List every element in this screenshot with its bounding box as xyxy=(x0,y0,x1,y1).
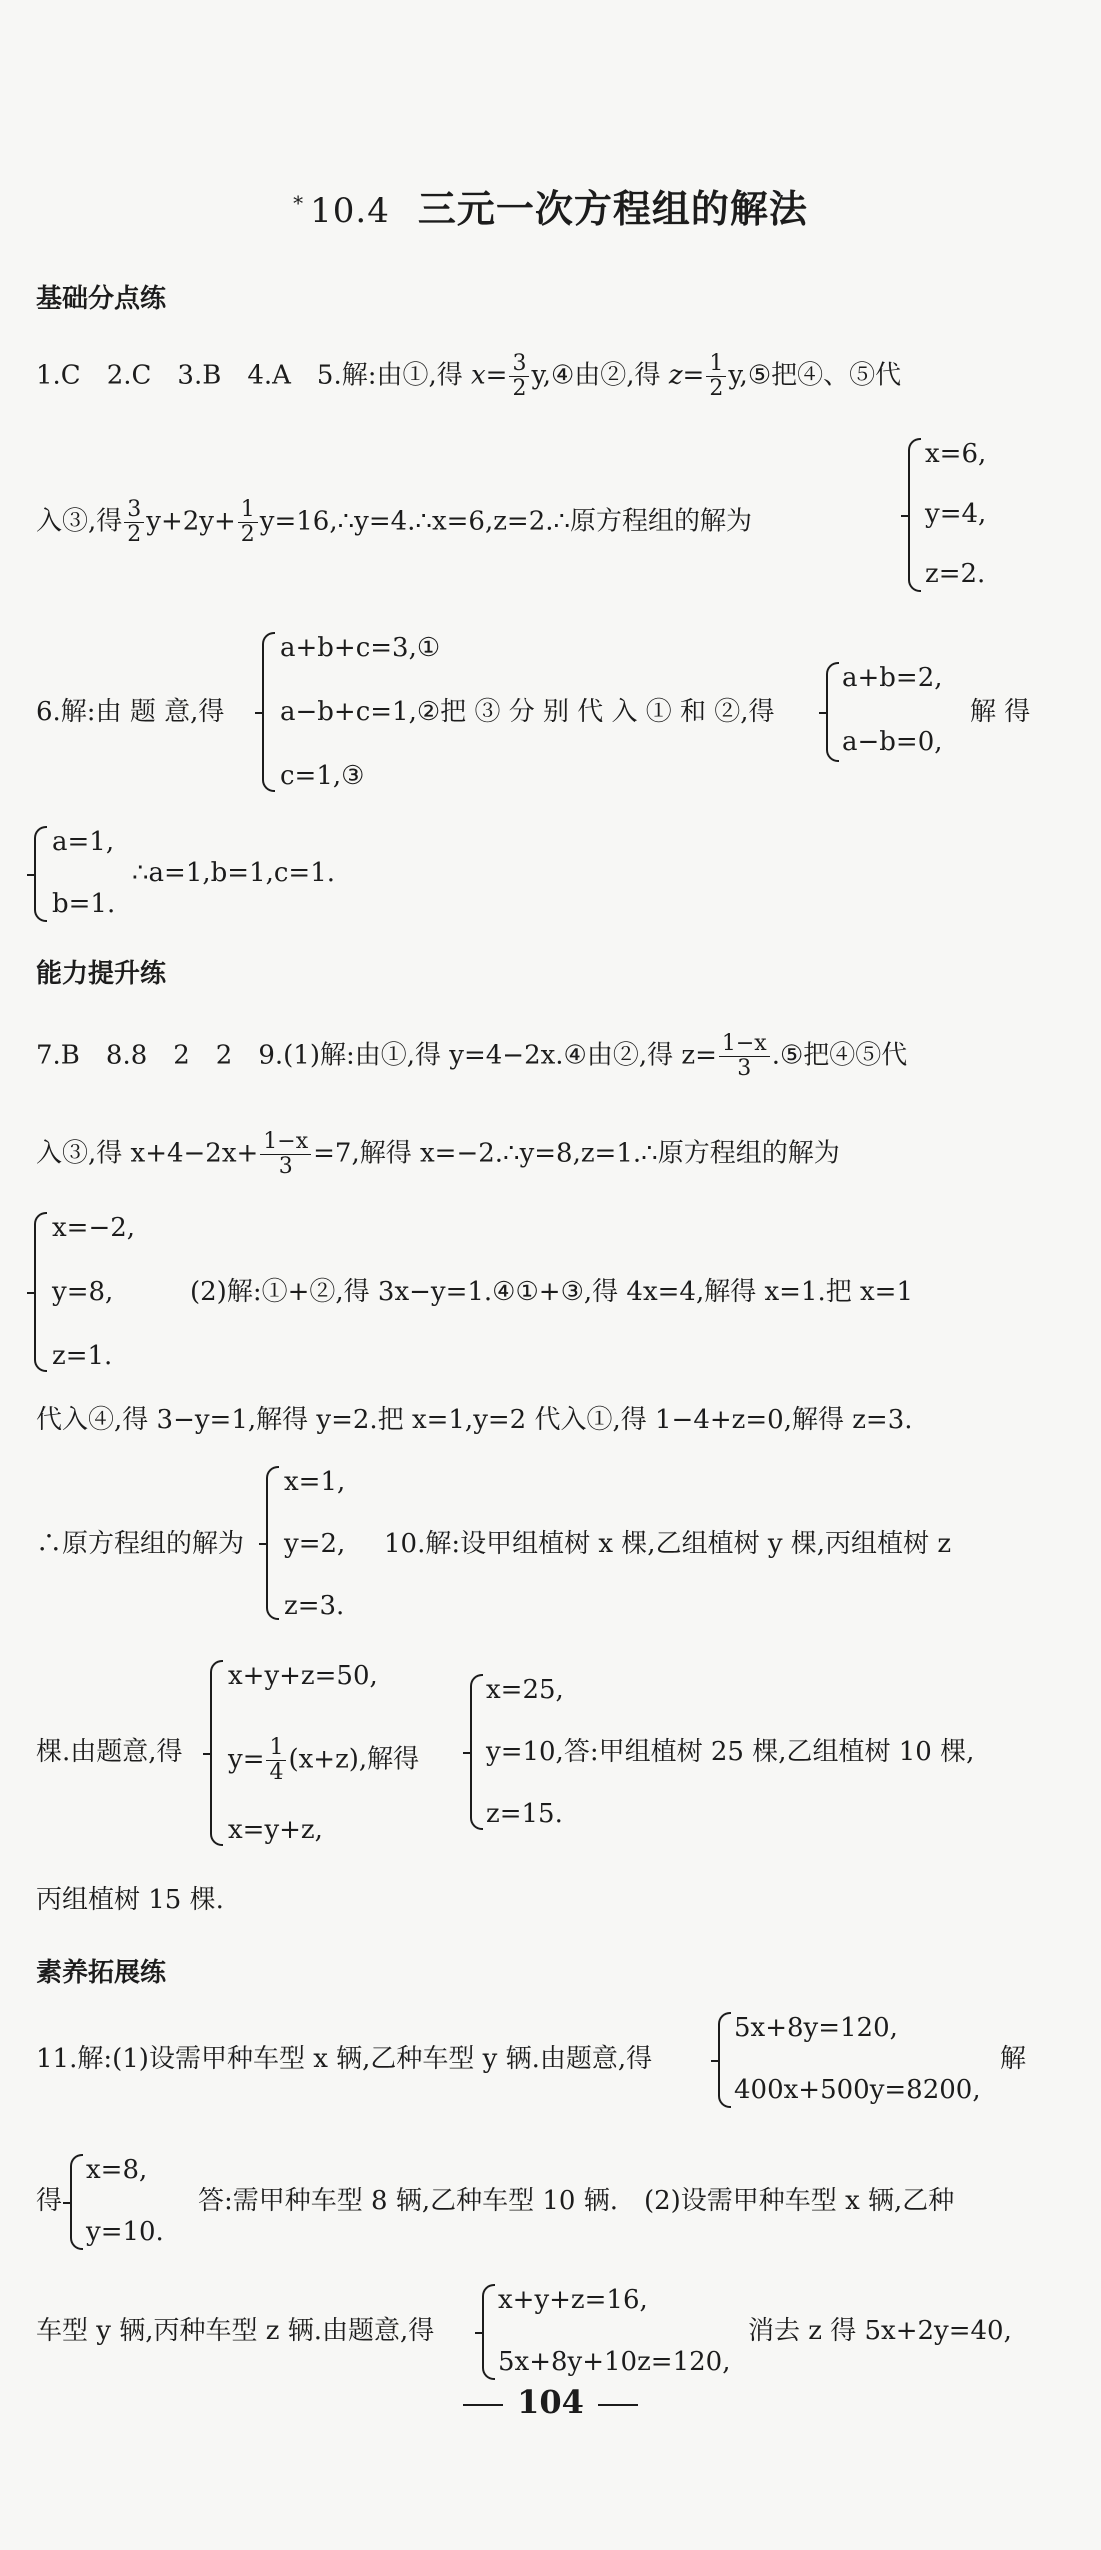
answer-line-3-tail: 解 得 xyxy=(970,697,1031,727)
answer-line-9: ∴原方程组的解为 xyxy=(36,1529,245,1559)
system-line: a=1, xyxy=(52,827,115,857)
page-number: 104 xyxy=(0,2383,1101,2421)
system-line: z=3. xyxy=(284,1591,345,1621)
brace xyxy=(266,1466,279,1620)
system-line: c=1,③ xyxy=(280,761,365,791)
brace xyxy=(34,826,47,922)
brace xyxy=(908,438,921,592)
system-line: 5x+8y+10z=120, xyxy=(498,2347,731,2377)
answer-line-10: 棵.由题意,得 xyxy=(36,1737,183,1767)
answer-line-11: 丙组植树 15 棵. xyxy=(36,1885,224,1915)
answer-line-14: 车型 y 辆,丙种车型 z 辆.由题意,得 xyxy=(36,2316,435,2346)
brace xyxy=(482,2284,495,2380)
section-title-text: 三元一次方程组的解法 xyxy=(417,187,808,231)
brace xyxy=(34,1212,47,1372)
system-line: a−b+c=1,②把 ③ 分 别 代 入 ① 和 ②,得 xyxy=(280,697,775,727)
brace xyxy=(470,1674,483,1830)
answer-line-3: 6.解:由 题 意,得 xyxy=(36,697,225,727)
system-line: a+b=2, xyxy=(842,663,943,693)
answer-line-8: 代入④,得 3−y=1,解得 y=2.把 x=1,y=2 代入①,得 1−4+z=0,解得 z=3. xyxy=(36,1405,913,1435)
system-line: 5x+8y=120, xyxy=(734,2013,898,2043)
answer-line-7: (2)解:①+②,得 3x−y=1.④①+③,得 4x=4,解得 x=1.把 x=1 xyxy=(190,1277,913,1307)
answer-line-14-tail: 消去 z 得 5x+2y=40, xyxy=(748,2316,1012,2346)
system-line: 400x+500y=8200, xyxy=(734,2075,981,2105)
brace xyxy=(262,632,275,792)
fraction: $\frac{1}{2}$ xyxy=(238,498,258,547)
system-line: z=2. xyxy=(925,559,986,589)
brace xyxy=(70,2154,83,2250)
system-line: x=6, xyxy=(925,439,987,469)
brace xyxy=(718,2012,731,2108)
fraction: $\frac{1-x}{3}$ xyxy=(260,1130,311,1179)
fraction: $\frac{1-x}{3}$ xyxy=(719,1032,770,1081)
heading-basic-practice: 基础分点练 xyxy=(36,284,167,314)
fraction: $\frac{1}{4}$ xyxy=(266,1736,286,1785)
answer-line-12-tail: 解 xyxy=(1000,2044,1027,2074)
system-line: x=−2, xyxy=(52,1213,136,1243)
system-line: b=1. xyxy=(52,889,116,919)
fraction: $\frac{1}{2}$ xyxy=(706,352,726,401)
system-line: y= $\frac{1}{4}$ (x+z),解得 xyxy=(228,1735,420,1785)
answer-line-9-text: 10.解:设甲组植树 x 棵,乙组植树 y 棵,丙组植树 z xyxy=(384,1529,952,1559)
system-line: z=1. xyxy=(52,1341,113,1371)
heading-literacy-practice: 素养拓展练 xyxy=(36,1958,167,1988)
system-line: x=y+z, xyxy=(228,1815,323,1845)
system-line: x+y+z=50, xyxy=(228,1661,378,1691)
section-number: * 10.4 xyxy=(293,190,390,231)
system-line: y=10. xyxy=(86,2217,164,2247)
answer-line-2: 入③,得 $\frac{3}{2}$ y+2y+ $\frac{1}{2}$ y=16,∴y=4.∴x=6,z=2.∴原方程组的解为 xyxy=(36,497,753,547)
answer-line-5: 7.B 8.8 2 2 9.(1)解:由①,得 y=4−2x.④由②,得 z= $\frac{1-x}{3}$ .⑤把④⑤代 xyxy=(36,1031,908,1081)
fraction: $\frac{3}{2}$ xyxy=(509,352,529,401)
system-line: y=4, xyxy=(925,499,987,529)
brace xyxy=(826,662,839,762)
system-line: y=8, xyxy=(52,1277,114,1307)
answer-line-12: 11.解:(1)设需甲种车型 x 辆,乙种车型 y 辆.由题意,得 xyxy=(36,2044,653,2074)
answer-line-1: 1.C 2.C 3.B 4.A 5.解:由①,得 x= $\frac{3}{2}$ y,④由②,得 z= $\frac{1}{2}$ y,⑤把④、⑤代 xyxy=(36,351,902,401)
fraction: $\frac{3}{2}$ xyxy=(124,498,144,547)
system-line: a−b=0, xyxy=(842,727,943,757)
system-line: x=1, xyxy=(284,1467,346,1497)
system-line: a+b+c=3,① xyxy=(280,633,441,663)
answer-line-4: ∴a=1,b=1,c=1. xyxy=(132,858,336,888)
brace xyxy=(210,1660,223,1846)
answer-line-13-text: 答:需甲种车型 8 辆,乙种车型 10 辆. (2)设需甲种车型 x 辆,乙种 xyxy=(198,2186,955,2216)
system-line: y=10,答:甲组植树 25 棵,乙组植树 10 棵, xyxy=(486,1737,975,1767)
system-line: x=8, xyxy=(86,2155,148,2185)
system-line: y=2, xyxy=(284,1529,346,1559)
section-title xyxy=(0,178,1101,233)
answer-line-6: 入③,得 x+4−2x+ $\frac{1-x}{3}$ =7,解得 x=−2.∴y=8,z=1.∴原方程组的解为 xyxy=(36,1129,840,1179)
heading-ability-practice: 能力提升练 xyxy=(36,959,167,989)
system-line: x+y+z=16, xyxy=(498,2285,648,2315)
system-line: x=25, xyxy=(486,1675,564,1705)
answer-line-13: 得 xyxy=(36,2186,63,2216)
system-line: z=15. xyxy=(486,1799,563,1829)
